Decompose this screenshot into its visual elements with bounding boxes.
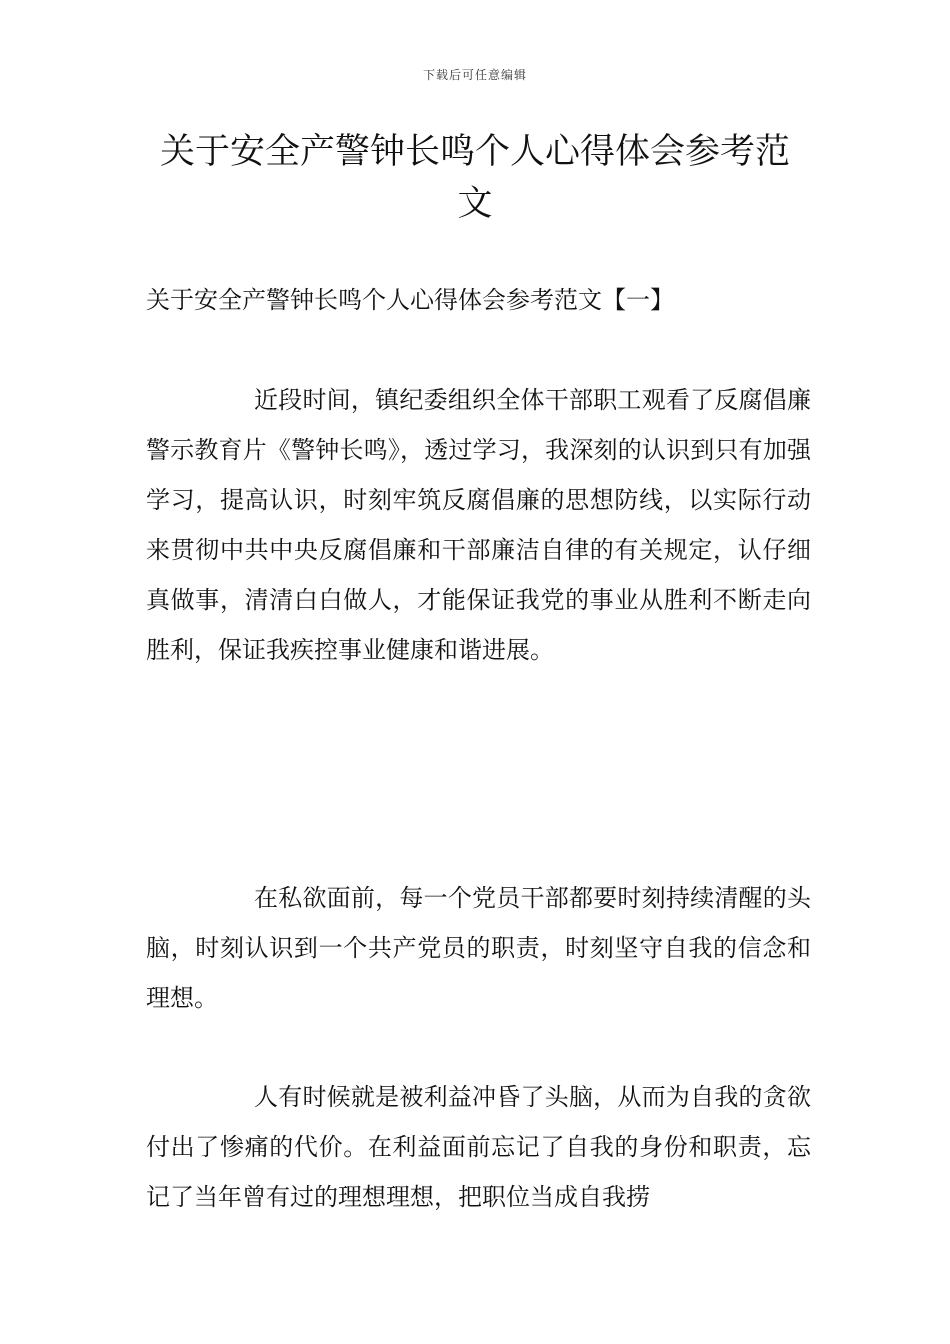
- document-title: 关于安全产警钟长鸣个人心得体会参考范文: [159, 132, 790, 224]
- paragraph-1: 近段时间，镇纪委组织全体干部职工观看了反腐倡廉警示教育片《警钟长鸣》，透过学习，我深刻的认识到只有加强学习，提高认识，时刻牢筑反腐倡廉的思想防线，以实际行动来贯彻中共中央反腐倡廉和干部廉洁自律的有关规定，认仔细真做事，清清白白做人，才能保证我党的事业从胜利不断走向胜利，保证我疾控事业健康和谐进展。: [146, 386, 811, 664]
- section-heading: 关于安全产警钟长鸣个人心得体会参考范文【一】: [146, 286, 674, 314]
- paragraph-2: 在私欲面前，每一个党员干部都要时刻持续清醒的头脑，时刻认识到一个共产党员的职责，时刻坚守自我的信念和理想。: [146, 884, 811, 1012]
- paragraph-3: 人有时候就是被利益冲昏了头脑，从而为自我的贪欲付出了惨痛的代价。在利益面前忘记了自我的身份和职责，忘记了当年曾有过的理想理想，把职位当成自我捞: [146, 1083, 811, 1211]
- header-note: 下载后可任意编辑: [422, 68, 527, 82]
